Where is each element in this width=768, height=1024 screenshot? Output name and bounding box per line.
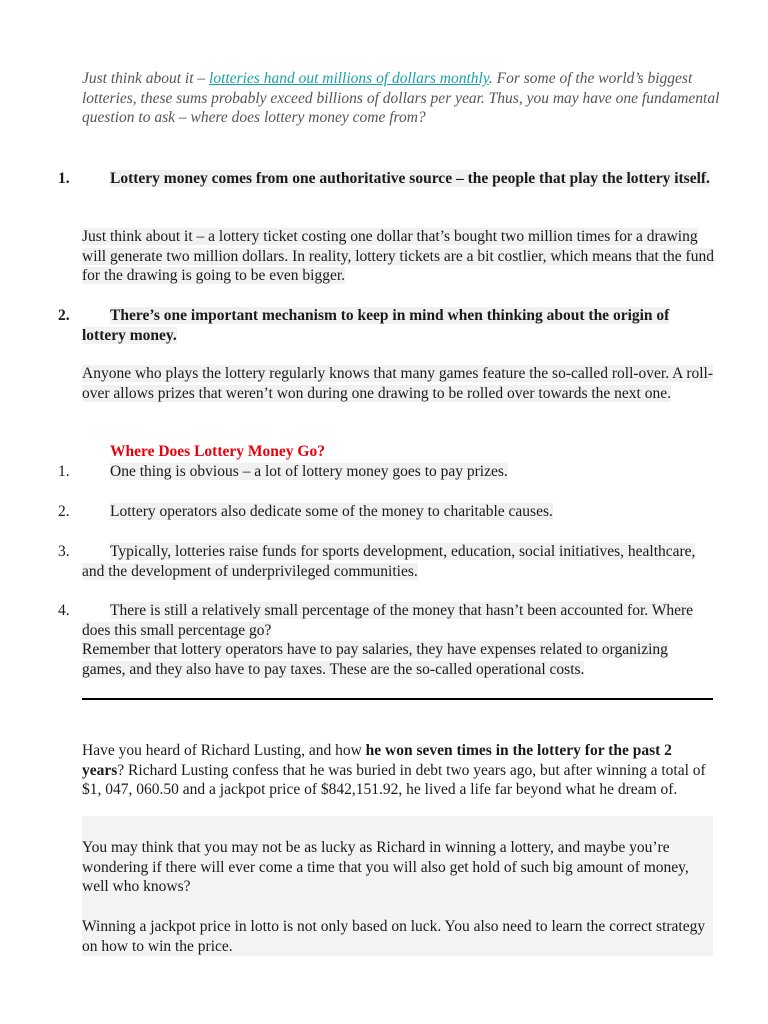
- operational-costs-paragraph: [82, 640, 714, 679]
- list2-number-3: 3.: [58, 543, 70, 560]
- item-2-body-text: Anyone who plays the lottery regularly knows that many games feature the so-called roll-over. A roll-over allows prizes that weren’t won during one drawing to be rolled over towards the next one.: [82, 365, 714, 402]
- list-number-1: 1.: [58, 170, 70, 187]
- intro-text-after: . For some of the world’s biggest lotteries, these sums probably exceed billions of dollars per year. Thus, you may have one fundamental question to ask – where does lottery money come from?: [82, 70, 720, 126]
- list2-number-4: 4.: [58, 602, 70, 619]
- list2-item-1: [82, 462, 714, 482]
- intro-text-before: Just think about it –: [82, 70, 210, 87]
- item-2-heading-text: There’s one important mechanism to keep in mind when thinking about the origin of lottery money.: [82, 307, 670, 344]
- horizontal-rule: [82, 698, 713, 700]
- operational-costs-text: Remember that lottery operators have to pay salaries, they have expenses related to organizing games, and they also have to pay taxes. These are the so-called operational costs.: [82, 641, 668, 678]
- story-paragraph-1: [82, 741, 713, 800]
- item-1-heading-text: Lottery money comes from one authoritative source – the people that play the lottery itself.: [110, 170, 710, 187]
- item-1-body: [82, 227, 714, 286]
- intro-paragraph: [82, 69, 722, 128]
- item-2-heading: [82, 306, 714, 345]
- item-2-body: [82, 364, 714, 403]
- section-title: Where Does Lottery Money Go?: [110, 443, 325, 460]
- list2-item-1-text: One thing is obvious – a lot of lottery money goes to pay prizes.: [110, 463, 508, 480]
- list2-item-2-text: Lottery operators also dedicate some of the money to charitable causes.: [110, 503, 553, 520]
- list2-item-4-text: There is still a relatively small percentage of the money that hasn’t been accounted for. Where does this small percentage go?: [82, 602, 694, 639]
- story-p1-before: Have you heard of Richard Lusting, and how: [82, 742, 366, 759]
- lotteries-link[interactable]: lotteries hand out millions of dollars monthly: [209, 70, 489, 87]
- item-1-body-text: Just think about it – a lottery ticket costing one dollar that’s bought two million times for a drawing will generate two million dollars. In reality, lottery tickets are a bit costlier, which means that the fund for the drawing is going to be even bigger.: [82, 228, 714, 284]
- list2-item-4: [82, 601, 714, 640]
- list2-item-3: [82, 542, 714, 581]
- list2-number-2: 2.: [58, 503, 70, 520]
- story-p1-bold: he won seven times in the lottery for the past 2 years: [82, 742, 672, 779]
- item-1-heading: [82, 169, 714, 189]
- story-paragraph-3: Winning a jackpot price in lotto is not only based on luck. You also need to learn the correct strategy on how to win the price.: [82, 918, 706, 955]
- list2-number-1: 1.: [58, 463, 70, 480]
- list-number-2: 2.: [58, 307, 70, 324]
- list2-item-2: [82, 502, 714, 522]
- story-p1-after: ? Richard Lusting confess that he was buried in debt two years ago, but after winning a total of $1, 047, 060.50 and a jackpot price of $842,151.92, he lived a life far beyond what he dream of.: [82, 761, 706, 798]
- list2-item-3-text: Typically, lotteries raise funds for sports development, education, social initiatives, healthcare, and the development of underprivileged communities.: [82, 543, 696, 580]
- story-paragraph-2: You may think that you may not be as lucky as Richard in winning a lottery, and maybe you’re wondering if there will ever come a time that you will also get hold of such big amount of money, well who knows?: [82, 839, 689, 895]
